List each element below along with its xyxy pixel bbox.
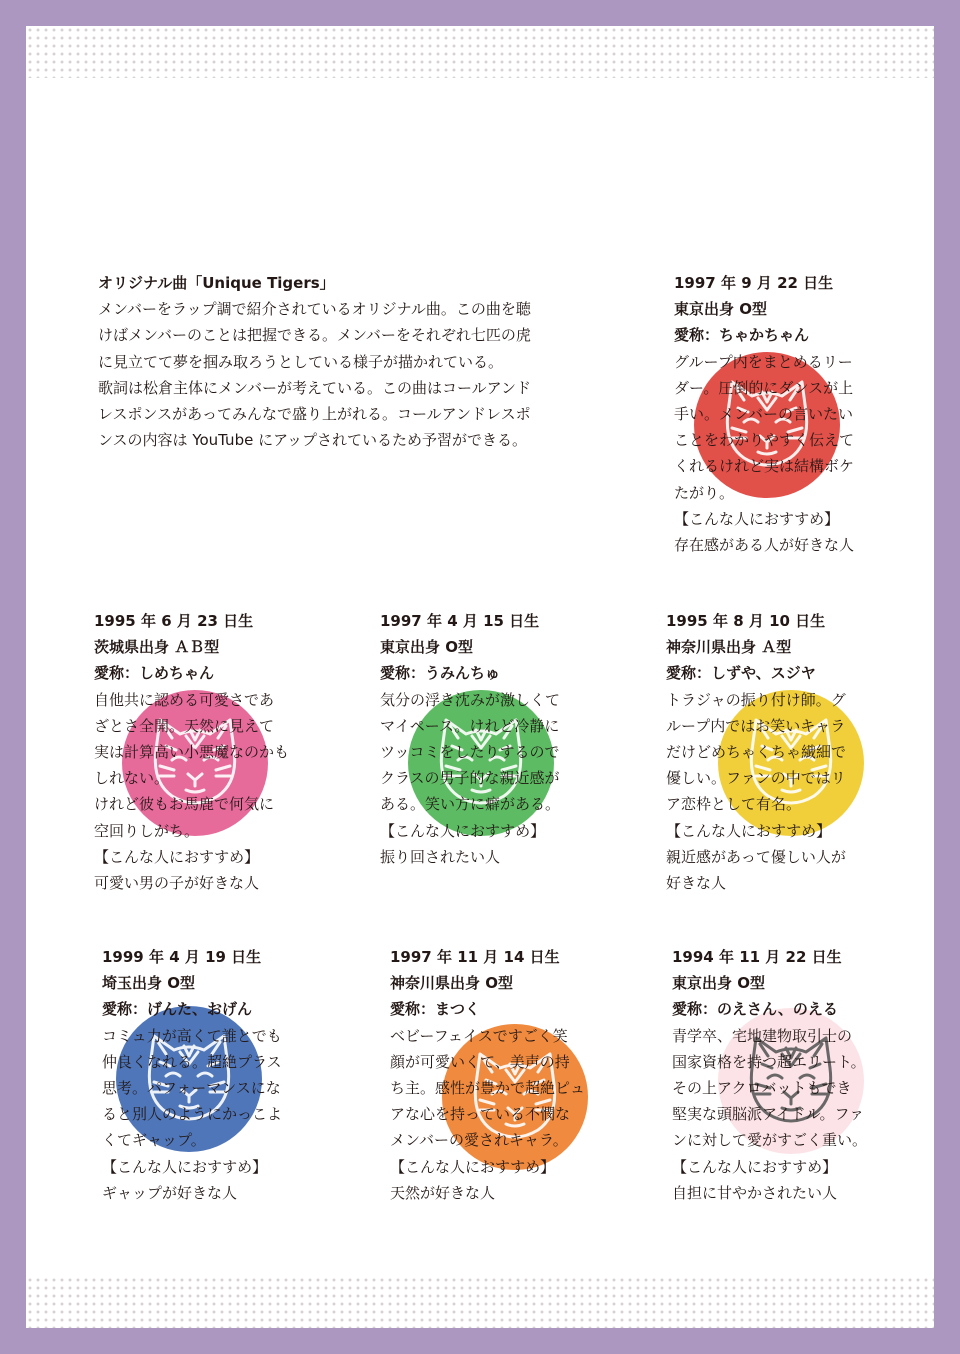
intro-line: けばメンバーのことは把握できる。メンバーをそれぞれ七匹の虎 xyxy=(98,326,531,345)
member-desc-line: ことをわかりやすく伝えて xyxy=(674,431,855,450)
member-origin: 東京出身 O型 xyxy=(380,638,473,657)
intro-line: メンバーをラップ調で紹介されているオリジナル曲。この曲を聴 xyxy=(98,300,531,319)
member-birth: 1995 年 6 月 23 日生 xyxy=(94,612,254,630)
intro-title: オリジナル曲「Unique Tigers」 xyxy=(98,274,335,292)
member-nickname: 愛称：しめちゃん xyxy=(94,664,215,683)
member-birth: 1994 年 11 月 22 日生 xyxy=(672,948,842,966)
member-desc-line: ア恋枠として有名。 xyxy=(666,795,802,814)
member-card-matsuku xyxy=(390,944,630,1206)
member-desc-line: ち主。感性が豊かで超絶ピュ xyxy=(390,1079,586,1098)
member-origin: 東京出身 O型 xyxy=(674,300,767,319)
member-desc-line: 思考。パフォーマンスにな xyxy=(102,1079,281,1098)
member-desc-line: ツッコミをしたりするので xyxy=(380,743,560,762)
member-nickname: 愛称：しずや、スジヤ xyxy=(666,664,816,683)
member-origin: 神奈川県出身 Ａ型 xyxy=(666,638,792,657)
member-desc-line: ンに対して愛がすごく重い。 xyxy=(672,1131,868,1150)
member-rec-label: 【こんな人におすすめ】 xyxy=(94,847,260,866)
member-desc-line: 空回りしがち。 xyxy=(94,821,200,840)
intro-line: ンスの内容は YouTube にアップされているため予習ができる。 xyxy=(98,431,528,450)
member-rec-label: 【こんな人におすすめ】 xyxy=(380,821,546,840)
member-desc-line: 青学卒、宅地建物取引士の xyxy=(672,1026,853,1045)
member-desc-line: マイペース。けれど冷静に xyxy=(380,716,560,735)
member-rec: 振り回されたい人 xyxy=(380,847,501,866)
dot-pattern-bottom xyxy=(26,1276,934,1328)
member-desc-line: アな心を持っている不憫な xyxy=(390,1105,571,1124)
member-birth: 1997 年 4 月 15 日生 xyxy=(380,612,540,630)
member-birth: 1997 年 11 月 14 日生 xyxy=(390,948,560,966)
member-rec-label: 【こんな人におすすめ】 xyxy=(672,1157,838,1176)
member-nickname: 愛称：ちゃかちゃん xyxy=(674,326,810,345)
member-origin: 東京出身 O型 xyxy=(672,974,765,993)
member-desc-line: 実は計算高い小悪魔なのかも xyxy=(94,743,290,762)
member-card-noel xyxy=(672,944,912,1206)
member-origin: 神奈川県出身 O型 xyxy=(390,974,513,993)
member-desc-line: 優しい。ファンの中ではリ xyxy=(666,769,846,788)
member-desc-line: 堅実な頭脳派アイドル。ファ xyxy=(672,1105,865,1124)
member-card-shime xyxy=(94,608,334,896)
member-desc-line: ベビーフェイスですごく笑 xyxy=(390,1026,568,1045)
member-desc-line: メンバーの愛されキャラ。 xyxy=(390,1131,568,1150)
intro-line: に見立てて夢を掴み取ろうとしている様子が描かれている。 xyxy=(98,352,504,371)
member-desc-line: たがり。 xyxy=(674,483,735,502)
member-rec-label: 【こんな人におすすめ】 xyxy=(102,1157,268,1176)
member-nickname: 愛称：うみんちゅ xyxy=(380,664,501,683)
member-rec: 天然が好きな人 xyxy=(390,1183,496,1202)
member-desc-line: トラジャの振り付け師。グ xyxy=(666,690,846,709)
member-origin: 埼玉出身 O型 xyxy=(102,974,195,993)
member-rec: 存在感がある人が好きな人 xyxy=(674,536,855,555)
member-card-shizu xyxy=(666,608,906,896)
member-nickname: 愛称：のえさん、のえる xyxy=(672,1000,838,1019)
member-desc-line: くれるけれど実は結構ボケ xyxy=(674,457,855,476)
member-rec: 自担に甘やかされたい人 xyxy=(672,1183,838,1202)
member-desc-line: コミュ力が高くて誰とでも xyxy=(102,1026,282,1045)
member-rec: ギャップが好きな人 xyxy=(102,1183,238,1202)
member-card-umi xyxy=(380,608,620,870)
intro-section xyxy=(98,270,578,453)
member-desc-line: グループ内をまとめるリー xyxy=(674,352,853,371)
member-desc-line: 仲良くなれる。超絶プラス xyxy=(102,1052,282,1071)
member-origin: 茨城県出身 ＡＢ型 xyxy=(94,638,220,657)
member-desc-line: ると別人のようにかっこよ xyxy=(102,1105,283,1124)
member-desc-line: クラスの男子的な親近感が xyxy=(380,769,560,788)
member-desc-line: 顔が可愛いくて、美声の持 xyxy=(390,1052,570,1071)
member-desc-line: けれど彼もお馬鹿で何気に xyxy=(94,795,275,814)
member-desc-line: くてギャップ。 xyxy=(102,1131,206,1150)
member-desc-line: ざとさ全開。天然に見えて xyxy=(94,716,275,735)
member-nickname: 愛称：まつく xyxy=(390,1000,481,1019)
member-desc-line: ダー。圧倒的にダンスが上 xyxy=(674,378,854,397)
member-desc-line: だけどめちゃくちゃ繊細で xyxy=(666,743,847,762)
member-birth: 1995 年 8 月 10 日生 xyxy=(666,612,826,630)
member-card-genta xyxy=(102,944,342,1206)
member-rec: 好きな人 xyxy=(666,874,727,893)
intro-line: 歌詞は松倉主体にメンバーが考えている。この曲はコールアンド xyxy=(98,378,532,397)
member-desc-line: 自他共に認める可愛さであ xyxy=(94,690,275,709)
intro-line: レスポンスがあってみんなで盛り上がれる。コールアンドレスポ xyxy=(98,405,531,424)
member-rec: 親近感があって優しい人が xyxy=(666,847,846,866)
member-rec: 可愛い男の子が好きな人 xyxy=(94,874,260,893)
member-desc-line: 気分の浮き沈みが激しくて xyxy=(380,690,561,709)
member-birth: 1997 年 9 月 22 日生 xyxy=(674,274,834,292)
member-birth: 1999 年 4 月 19 日生 xyxy=(102,948,262,966)
member-rec-label: 【こんな人におすすめ】 xyxy=(666,821,832,840)
member-desc-line: ある。笑い方に癖がある。 xyxy=(380,795,561,814)
member-desc-line: 手い。メンバーの言いたい xyxy=(674,405,853,424)
page xyxy=(26,26,934,1328)
member-desc-line: ループ内ではお笑いキャラ xyxy=(666,716,846,735)
member-rec-label: 【こんな人におすすめ】 xyxy=(390,1157,556,1176)
dot-pattern-top xyxy=(26,26,934,78)
member-card-chaka xyxy=(674,270,914,558)
member-rec-label: 【こんな人におすすめ】 xyxy=(674,509,840,528)
member-desc-line: 国家資格を持つ超エリート。 xyxy=(672,1052,866,1071)
member-nickname: 愛称：げんた、おげん xyxy=(102,1000,253,1019)
member-desc-line: しれない。 xyxy=(94,769,170,788)
member-desc-line: その上アクロバットもでき xyxy=(672,1079,852,1098)
